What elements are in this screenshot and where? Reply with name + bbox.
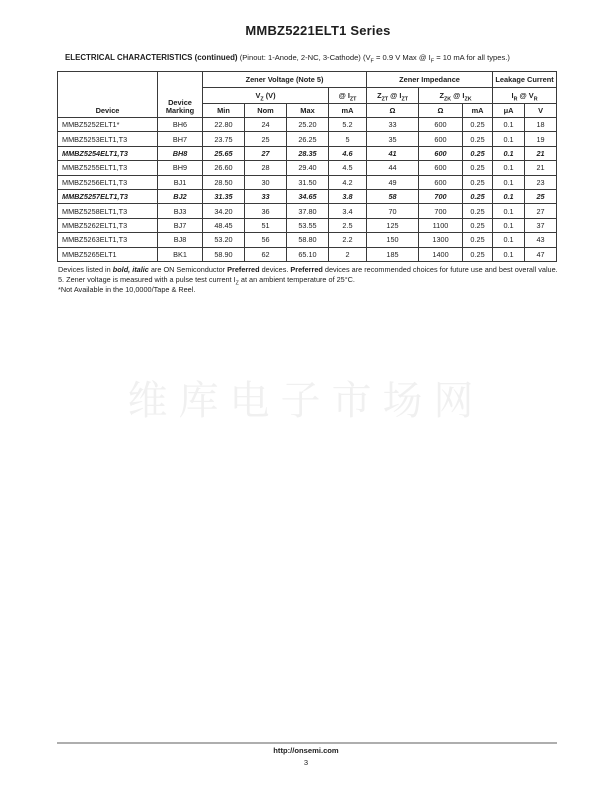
col-header-zzk-at-izk: $Z_{ZK}$ @ $I_{ZK}$ <box>419 88 493 104</box>
cell-vz-min: 31.35 <box>203 189 245 203</box>
table-row <box>58 204 557 218</box>
cell-zzt-ohm: 58 <box>367 189 419 203</box>
cell-vz-min: 34.20 <box>203 204 245 218</box>
unit-ma-izt: mA <box>329 104 367 118</box>
cell-zzk-ohm: 600 <box>419 132 463 146</box>
unit-ohm-zzt: Ω <box>367 104 419 118</box>
cell-vz-min: 48.45 <box>203 218 245 232</box>
cell-zzt-ohm: 33 <box>367 118 419 132</box>
cell-zzt-ohm: 44 <box>367 161 419 175</box>
unit-nom: Nom <box>245 104 287 118</box>
cell-device: MMBZ5257ELT1,T3 <box>58 189 158 203</box>
page-title: MMBZ5221ELT1 Series <box>245 23 391 38</box>
cell-vr-v: 21 <box>525 146 557 160</box>
cell-izk-ma: 0.25 <box>463 189 493 203</box>
cell-marking: BH7 <box>158 132 203 146</box>
cell-ir-ua: 0.1 <box>493 161 525 175</box>
col-header-device: Device <box>58 72 158 118</box>
cell-vr-v: 37 <box>525 218 557 232</box>
cell-marking: BJ3 <box>158 204 203 218</box>
cell-vz-max: 31.50 <box>287 175 329 189</box>
cell-zzk-ohm: 600 <box>419 175 463 189</box>
cell-ir-ua: 0.1 <box>493 247 525 261</box>
cell-device: MMBZ5252ELT1* <box>58 118 158 132</box>
cell-vz-max: 34.65 <box>287 189 329 203</box>
cell-marking: BH6 <box>158 118 203 132</box>
cell-vz-min: 22.80 <box>203 118 245 132</box>
cell-vz-min: 28.50 <box>203 175 245 189</box>
table-row <box>58 118 557 132</box>
col-group-leakage-current: Leakage Current <box>493 72 557 88</box>
cell-vz-min: 53.20 <box>203 233 245 247</box>
table-row <box>58 218 557 232</box>
cell-ir-ua: 0.1 <box>493 189 525 203</box>
cell-izt-ma: 5.2 <box>329 118 367 132</box>
table-row <box>58 161 557 175</box>
cell-device: MMBZ5256ELT1,T3 <box>58 175 158 189</box>
electrical-characteristics-table <box>57 71 557 262</box>
cell-izt-ma: 5 <box>329 132 367 146</box>
cell-vr-v: 25 <box>525 189 557 203</box>
cell-vz-max: 58.80 <box>287 233 329 247</box>
table-row <box>58 247 557 261</box>
unit-v-vr: V <box>525 104 557 118</box>
cell-ir-ua: 0.1 <box>493 118 525 132</box>
cell-vz-min: 26.60 <box>203 161 245 175</box>
cell-device: MMBZ5265ELT1 <box>58 247 158 261</box>
col-header-ir-at-vr: $I_R$ @ $V_R$ <box>493 88 557 104</box>
cell-izt-ma: 4.6 <box>329 146 367 160</box>
table-row <box>58 132 557 146</box>
cell-zzt-ohm: 125 <box>367 218 419 232</box>
cell-ir-ua: 0.1 <box>493 146 525 160</box>
cell-izk-ma: 0.25 <box>463 146 493 160</box>
cell-izk-ma: 0.25 <box>463 118 493 132</box>
col-group-zener-voltage: Zener Voltage (Note 5) <box>203 72 367 88</box>
col-group-zener-impedance: Zener Impedance <box>367 72 493 88</box>
table-row <box>58 175 557 189</box>
cell-marking: BJ2 <box>158 189 203 203</box>
cell-vz-nom: 25 <box>245 132 287 146</box>
cell-device: MMBZ5263ELT1,T3 <box>58 233 158 247</box>
col-header-at-izt: @ $I_{ZT}$ <box>329 88 367 104</box>
cell-zzt-ohm: 41 <box>367 146 419 160</box>
cell-zzt-ohm: 35 <box>367 132 419 146</box>
cell-marking: BK1 <box>158 247 203 261</box>
cell-ir-ua: 0.1 <box>493 218 525 232</box>
cell-vz-nom: 28 <box>245 161 287 175</box>
cell-vr-v: 47 <box>525 247 557 261</box>
cell-zzt-ohm: 150 <box>367 233 419 247</box>
cell-vz-nom: 51 <box>245 218 287 232</box>
cell-vz-min: 58.90 <box>203 247 245 261</box>
cell-izk-ma: 0.25 <box>463 161 493 175</box>
cell-izt-ma: 4.5 <box>329 161 367 175</box>
cell-vz-nom: 36 <box>245 204 287 218</box>
cell-izk-ma: 0.25 <box>463 218 493 232</box>
cell-izk-ma: 0.25 <box>463 132 493 146</box>
cell-vz-max: 65.10 <box>287 247 329 261</box>
footer-page-number: 3 <box>303 758 309 767</box>
cell-izk-ma: 0.25 <box>463 233 493 247</box>
cell-marking: BH8 <box>158 146 203 160</box>
unit-ua-ir: μA <box>493 104 525 118</box>
cell-marking: BJ8 <box>158 233 203 247</box>
col-header-device-marking: Device Marking <box>158 72 203 118</box>
cell-zzk-ohm: 600 <box>419 118 463 132</box>
cell-zzt-ohm: 70 <box>367 204 419 218</box>
cell-vr-v: 18 <box>525 118 557 132</box>
cell-vz-nom: 27 <box>245 146 287 160</box>
cell-vr-v: 43 <box>525 233 557 247</box>
unit-max: Max <box>287 104 329 118</box>
cell-marking: BJ1 <box>158 175 203 189</box>
cell-vz-min: 23.75 <box>203 132 245 146</box>
cell-vz-max: 26.25 <box>287 132 329 146</box>
cell-ir-ua: 0.1 <box>493 233 525 247</box>
cell-vz-max: 28.35 <box>287 146 329 160</box>
cell-vz-min: 25.65 <box>203 146 245 160</box>
footer-divider <box>57 742 557 744</box>
table-row <box>58 146 557 160</box>
cell-vz-nom: 62 <box>245 247 287 261</box>
cell-vz-nom: 24 <box>245 118 287 132</box>
cell-izk-ma: 0.25 <box>463 204 493 218</box>
table-row <box>58 233 557 247</box>
footnotes <box>58 265 558 294</box>
col-header-vz: $V_Z$ (V) <box>203 88 329 104</box>
cell-zzk-ohm: 1400 <box>419 247 463 261</box>
cell-zzk-ohm: 600 <box>419 161 463 175</box>
unit-ma-izk: mA <box>463 104 493 118</box>
cell-izt-ma: 3.4 <box>329 204 367 218</box>
cell-vr-v: 27 <box>525 204 557 218</box>
cell-izt-ma: 3.8 <box>329 189 367 203</box>
cell-zzk-ohm: 600 <box>419 146 463 160</box>
cell-marking: BH9 <box>158 161 203 175</box>
cell-izt-ma: 2.5 <box>329 218 367 232</box>
cell-vz-nom: 56 <box>245 233 287 247</box>
cell-vz-max: 25.20 <box>287 118 329 132</box>
section-heading-title: ELECTRICAL CHARACTERISTICS (continued) <box>65 53 238 62</box>
cell-vz-nom: 30 <box>245 175 287 189</box>
cell-ir-ua: 0.1 <box>493 204 525 218</box>
footer-url[interactable]: http://onsemi.com <box>273 746 339 755</box>
cell-vz-max: 53.55 <box>287 218 329 232</box>
cell-zzt-ohm: 49 <box>367 175 419 189</box>
footnote-5: 5. Zener voltage is measured with a pulse test current $I_Z$ at an ambient temperature of 25°C. <box>58 274 355 287</box>
cell-vz-nom: 33 <box>245 189 287 203</box>
cell-zzk-ohm: 1300 <box>419 233 463 247</box>
table-header <box>58 72 557 118</box>
cell-ir-ua: 0.1 <box>493 175 525 189</box>
cell-device: MMBZ5254ELT1,T3 <box>58 146 158 160</box>
cell-ir-ua: 0.1 <box>493 132 525 146</box>
col-header-zzt-at-izt: $Z_{ZT}$ @ $I_{ZT}$ <box>367 88 419 104</box>
table-body <box>58 118 557 262</box>
cell-zzk-ohm: 700 <box>419 204 463 218</box>
unit-min: Min <box>203 104 245 118</box>
cell-vr-v: 19 <box>525 132 557 146</box>
cell-vr-v: 21 <box>525 161 557 175</box>
cell-device: MMBZ5258ELT1,T3 <box>58 204 158 218</box>
cell-izt-ma: 2 <box>329 247 367 261</box>
cell-zzk-ohm: 1100 <box>419 218 463 232</box>
cell-izt-ma: 2.2 <box>329 233 367 247</box>
cell-izt-ma: 4.2 <box>329 175 367 189</box>
cell-zzt-ohm: 185 <box>367 247 419 261</box>
cell-marking: BJ7 <box>158 218 203 232</box>
cell-izk-ma: 0.25 <box>463 175 493 189</box>
cell-device: MMBZ5253ELT1,T3 <box>58 132 158 146</box>
cell-vr-v: 23 <box>525 175 557 189</box>
cell-zzk-ohm: 700 <box>419 189 463 203</box>
cell-device: MMBZ5262ELT1,T3 <box>58 218 158 232</box>
cell-vz-max: 29.40 <box>287 161 329 175</box>
footnote-asterisk: *Not Available in the 10,0000/Tape & Reel. <box>58 284 196 294</box>
header-row-groups <box>58 72 557 88</box>
table-row <box>58 189 557 203</box>
section-heading <box>65 53 592 65</box>
watermark-text: 维库电子市场网 <box>127 378 485 424</box>
cell-vz-max: 37.80 <box>287 204 329 218</box>
section-heading-conditions: (Pinout: 1-Anode, 2-NC, 3-Cathode) ($V_F = 0.9$ V Max @ $I_F = 10$ mA for all types.) <box>237 53 510 65</box>
cell-device: MMBZ5255ELT1,T3 <box>58 161 158 175</box>
cell-izk-ma: 0.25 <box>463 247 493 261</box>
unit-ohm-zzk: Ω <box>419 104 463 118</box>
footnote-preferred: Devices listed in bold, italic are ON Semiconductor Preferred devices. Preferred devices are recommended choices for future use and best overall value. <box>58 265 558 274</box>
